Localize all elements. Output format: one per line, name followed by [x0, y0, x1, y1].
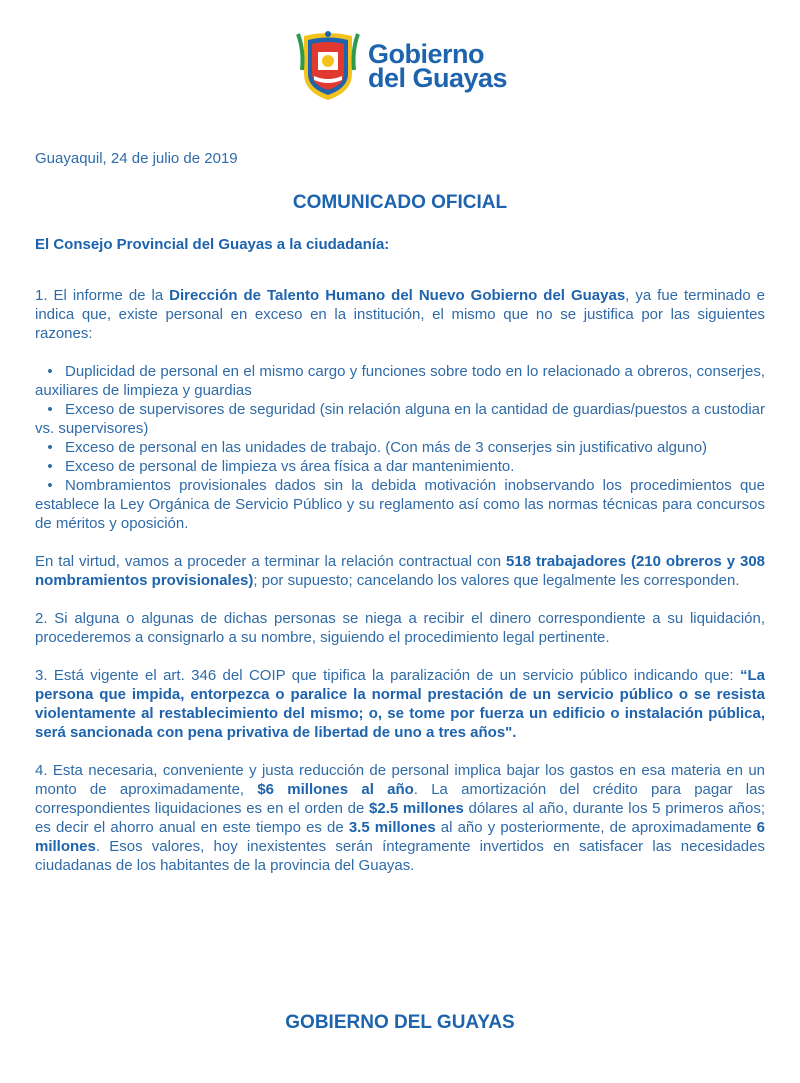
list-item	[35, 457, 765, 476]
list-item-text: Exceso de supervisores de seguridad (sin relación alguna en la cantidad de guardias/puestos a custodiar vs. supervisores)	[35, 401, 765, 437]
coat-of-arms-icon	[296, 30, 360, 102]
text-segment: 4. Esta necesaria, conveniente y justa reducción de personal implica bajar los gastos en esa materia en un monto de aproximadamente,	[35, 762, 765, 798]
bullet-icon: •	[47, 363, 53, 380]
list-item-text: Exceso de personal de limpieza vs área física a dar mantenimiento.	[65, 458, 515, 475]
text-segment: . Esos valores, hoy inexistentes serán íntegramente invertidos en satisfacer las necesidades ciudadanas de los habitantes de la provincia del Guayas.	[35, 838, 765, 874]
list-item	[35, 362, 765, 400]
list-item	[35, 476, 765, 533]
bold-segment: Dirección de Talento Humano del Nuevo Gobierno del Guayas	[169, 287, 626, 304]
list-item	[35, 400, 765, 438]
bold-segment: 6 millones	[35, 819, 765, 855]
text-segment: . La amortización del crédito para pagar las correspondientes liquidaciones es en el orden de	[35, 781, 765, 817]
list-item	[35, 438, 765, 457]
header-logo	[296, 30, 507, 102]
text-segment: , ya fue terminado e indica que, existe personal en exceso en la institución, el mismo que no se justifica por las siguientes razones:	[35, 287, 766, 342]
logo-line-2: del Guayas	[368, 63, 508, 93]
list-item-text: Exceso de personal en las unidades de trabajo. (Con más de 3 conserjes sin justificativo alguno)	[65, 439, 708, 456]
document-title: COMUNICADO OFICIAL	[292, 192, 508, 213]
text-segment: 1. El informe de la	[35, 287, 170, 304]
text-segment: ; por supuesto; cancelando los valores que legalmente les corresponden.	[253, 572, 740, 589]
paragraph-3	[35, 666, 765, 742]
list-item-text: Nombramientos provisionales dados sin la debida motivación inobservando los procedimientos que establece la Ley Orgánica de Servicio Público y su reglamento así como las normas técnicas para concursos de méritos y oposición.	[35, 477, 765, 532]
reasons-list	[35, 362, 765, 533]
bullet-icon: •	[47, 458, 53, 475]
paragraph-1	[35, 286, 765, 343]
text-segment: 3. Está vigente el art. 346 del COIP que tipifica la paralización de un servicio público indicando que:	[35, 667, 740, 684]
bullet-icon: •	[47, 477, 53, 494]
document-signature: GOBIERNO DEL GUAYAS	[285, 1012, 515, 1033]
bullet-icon: •	[47, 401, 53, 418]
bold-segment: $6 millones al año	[257, 781, 414, 798]
text-segment: dólares al año, durante los 5 primeros años; es decir el ahorro anual en este tiempo es de	[35, 800, 765, 836]
paragraph-4	[35, 761, 765, 875]
bold-segment: 3.5 millones	[348, 819, 436, 836]
logo-line-1: Gobierno	[368, 39, 484, 69]
bold-quote: “La persona que impida, entorpezca o paralice la normal prestación de un servicio público o se resista violentamente al restablecimiento del mismo; o, se tome por fuerza un edificio o instalación pública, será sancionada con pena privativa de libertad de uno a tres años".	[35, 667, 765, 741]
document-date: Guayaquil, 24 de julio de 2019	[35, 150, 238, 167]
text-segment: al año y posteriormente, de aproximadamente	[435, 819, 757, 836]
text-segment: En tal virtud, vamos a proceder a terminar la relación contractual con	[35, 553, 507, 570]
bold-segment: 518 trabajadores (210 obreros y 308 nombramientos provisionales)	[35, 553, 766, 589]
document-body	[35, 286, 765, 894]
salutation: El Consejo Provincial del Guayas a la ciudadanía:	[35, 236, 390, 253]
paragraph-2: 2. Si alguna o algunas de dichas personas se niega a recibir el dinero correspondiente a su liquidación, procederemos a consignarlo a su nombre, siguiendo el procedimiento legal pertinente.	[35, 610, 765, 646]
paragraph-virtud	[35, 552, 765, 590]
logo-wordmark	[368, 39, 508, 93]
list-item-text: Duplicidad de personal en el mismo cargo y funciones sobre todo en lo relacionado a obreros, conserjes, auxiliares de limpieza y guardias	[35, 363, 765, 399]
bold-segment: $2.5 millones	[369, 800, 464, 817]
bullet-icon: •	[47, 439, 53, 456]
